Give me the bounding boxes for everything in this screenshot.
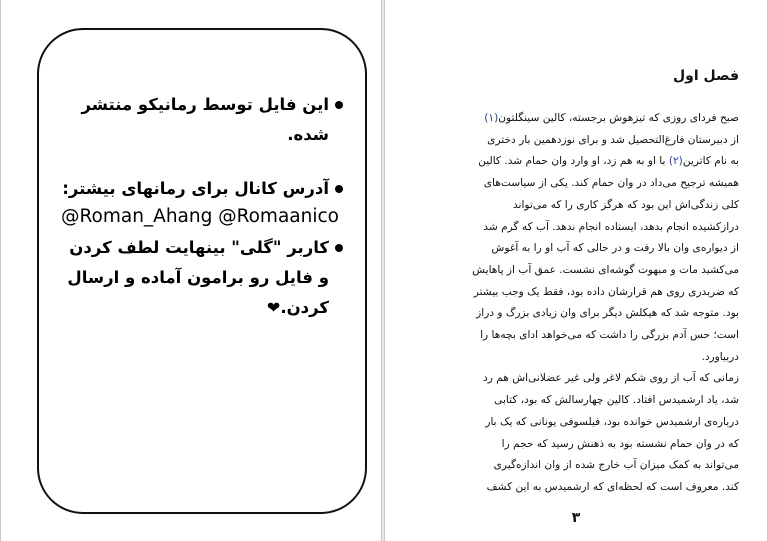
body-text-run: بود. متوجه شد که هیکلش دیگر برای وان زیادی بزرگ و دراز	[476, 307, 739, 320]
footnote-link[interactable]: (۲)	[668, 155, 683, 168]
body-text-run: که ضربدری روی هم قرارشان داده بود، فقط یک وجب بیشتر	[473, 285, 739, 298]
body-line	[445, 217, 739, 239]
channel-handles	[57, 206, 339, 227]
body-text-run: با او به هم زد، او وارد وان حمام شد. کالین	[478, 155, 669, 168]
info-card-content	[57, 90, 343, 323]
right-page	[384, 0, 768, 541]
body-line: کند. معروف است که لحظه‌ای که ارشمیدس به این کشف	[486, 480, 739, 493]
handle-romaanico[interactable]: @Romaanico	[218, 206, 339, 227]
body-line: که در وان حمام نشسته بود به ذهنش رسید که حجم را	[501, 437, 739, 450]
bullet-dot	[335, 185, 343, 193]
paragraph-1	[445, 108, 739, 368]
bullet-item-thanks	[57, 233, 343, 323]
bullet-text-channel: آدرس کانال برای رمانهای بیشتر:	[62, 179, 329, 198]
body-line	[445, 347, 739, 369]
body-text-run: است؛ حس آدم بزرگی را داشت که می‌خواهد ادای بچه‌ها را	[480, 329, 739, 342]
body-line: درباره‌ی ارشمیدس خوانده بود، فیلسوفی یونانی که یک بار	[485, 415, 739, 428]
bullet-dot	[335, 244, 343, 252]
body-text-run: می‌کشید مات و مبهوت گوشه‌ای نشست. عمق آب از پاهایش	[472, 263, 739, 276]
body-text-run: از دبیرستان فارغ‌التحصیل شد و برای نوزدهمین بار دختری	[487, 133, 739, 146]
body-text-run: از دیواره‌ی وان بالا رفت و در حالی که آب او را به آغوش	[491, 242, 739, 255]
page-number: ۳	[571, 510, 581, 526]
body-line	[445, 173, 739, 195]
chapter-body	[445, 108, 739, 499]
body-line	[445, 195, 739, 217]
paragraph-2	[445, 368, 739, 498]
bullet-item-publisher	[57, 90, 343, 150]
body-text-run: به نام کاترین	[682, 155, 739, 168]
body-text-run: درازکشیده انجام بدهد، ایستاده انجام ندهد. آب که گرم شد	[483, 220, 739, 233]
body-line	[445, 282, 739, 304]
body-line	[445, 238, 739, 260]
body-line: می‌تواند به کمک میزان آب خارج شده از وان اندازه‌گیری	[493, 459, 739, 472]
body-line	[445, 303, 739, 325]
bullet-text-publisher: این فایل توسط رمانیکو منتشر شده.	[81, 95, 329, 144]
left-page	[0, 0, 382, 541]
body-text-run: صبح فردای روزی که تیزهوش برجسته، کالین سینگلتون	[498, 112, 739, 124]
info-card	[37, 28, 367, 514]
body-line	[445, 325, 739, 347]
body-line	[445, 260, 739, 282]
body-line	[445, 108, 739, 130]
body-line	[445, 130, 739, 152]
body-line	[445, 151, 739, 173]
body-text-run: دربیاورد.	[701, 350, 739, 363]
bullet-text-thanks	[57, 233, 329, 323]
chapter-title: فصل اول	[673, 68, 739, 84]
bullet-dot	[335, 101, 343, 109]
heart-icon: ❤	[266, 298, 281, 317]
footnote-link[interactable]: (۱)	[484, 112, 499, 124]
bullet-item-channel	[57, 174, 343, 204]
body-line: شد، یاد ارشمیدس افتاد. کالین چهارسالش که بود، کتابی	[494, 394, 739, 407]
body-text-run: کلی زندگی‌اش این بود که هرگز کاری را که می‌تواند	[512, 198, 739, 211]
body-line: زمانی که آب از روی شکم لاغر ولی غیر عضلانی‌اش هم رد	[483, 372, 739, 385]
thanks-text: کاربر "گلی" بینهایت لطف کردن و فایل رو برامون آماده و ارسال کردن.	[67, 238, 329, 317]
handle-roman-ahang[interactable]: @Roman_Ahang	[61, 206, 213, 227]
body-text-run: همیشه ترجیح می‌داد در وان حمام کند. یکی از سیاست‌های	[483, 177, 739, 190]
